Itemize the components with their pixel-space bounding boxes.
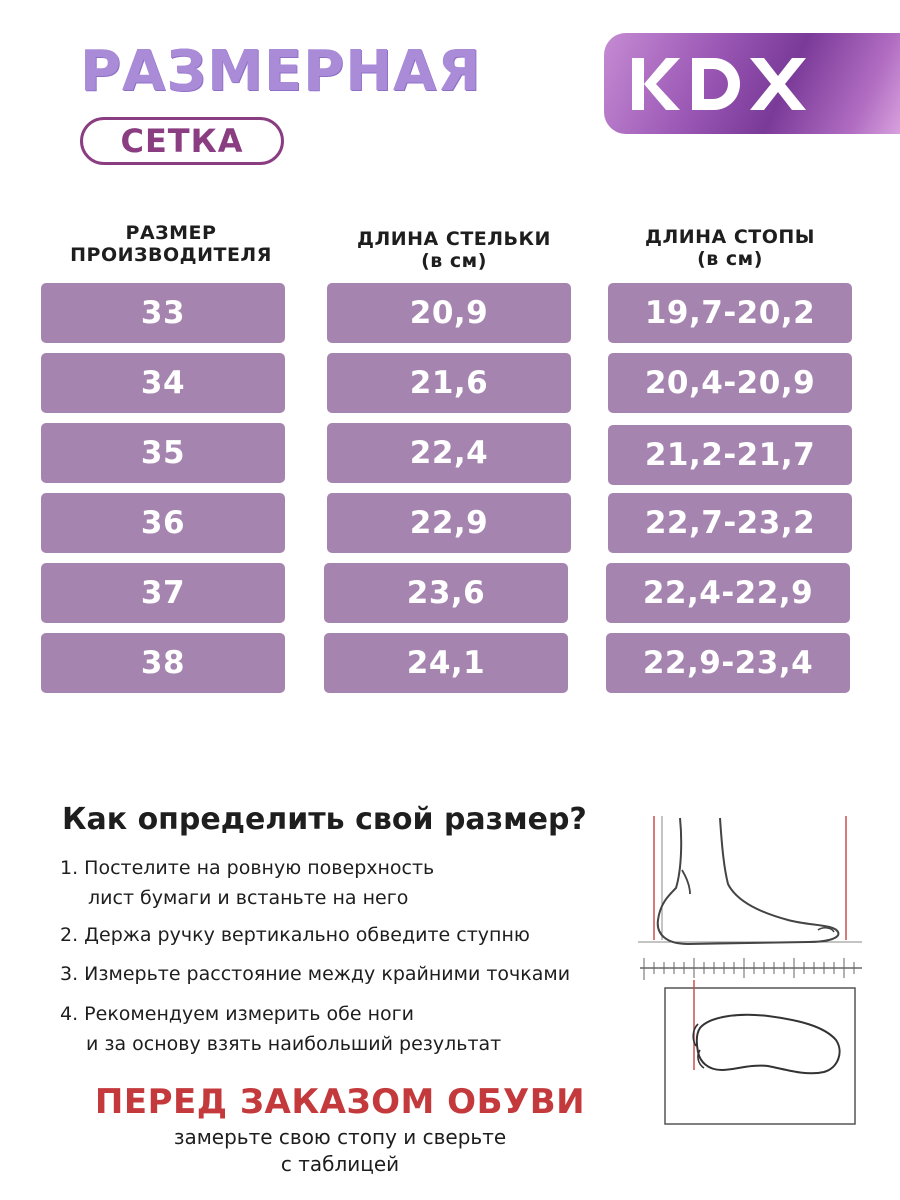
foot-length-cell: 22,7-23,2 [608,493,852,553]
insole-length-cell: 22,4 [327,423,571,483]
step-text: лист бумаги и встаньте на него [88,887,409,909]
foot-length-cell: 21,2-21,7 [608,425,852,485]
instruction-step-4 [60,999,630,1059]
instructions-title: Как определить свой размер? [62,802,587,837]
brand-logo [604,33,900,134]
step-text: 2. Держа ручку вертикально обведите ступню [60,924,530,946]
step-text: 4. Рекомендуем измерить обе ноги [60,1003,414,1025]
size-cell: 36 [41,493,285,553]
column-header-line: РАЗМЕР [125,222,217,244]
foot-length-cell: 22,4-22,9 [606,563,850,623]
kdx-logo [628,52,808,116]
page-title: РАЗМЕРНАЯ [80,39,482,104]
instruction-step-1 [60,853,630,913]
step-text: и за основу взять наибольший результат [86,1033,502,1055]
instruction-step-2 [60,920,630,950]
step-text: 3. Измерьте расстояние между крайними точками [60,963,571,985]
foot-length-cell: 22,9-23,4 [606,633,850,693]
insole-length-cell: 23,6 [324,563,568,623]
subtitle-text: СЕТКА [120,122,244,160]
note-line: с таблицей [280,1152,400,1176]
size-cell: 35 [41,423,285,483]
column-header-line: ДЛИНА СТОПЫ [645,226,815,248]
column-header-line: (в см) [697,248,763,270]
subtitle-badge [80,117,284,165]
size-cell: 38 [41,633,285,693]
column-header-foot-length [610,226,850,270]
foot-length-cell: 19,7-20,2 [608,283,852,343]
column-header-manufacturer-size [40,222,302,266]
insole-length-cell: 21,6 [327,353,571,413]
order-warning: ПЕРЕД ЗАКАЗОМ ОБУВИ [94,1082,586,1122]
column-header-insole-length [330,228,578,272]
insole-length-cell: 22,9 [327,493,571,553]
foot-measure-illustration [638,808,862,1126]
column-header-line: ПРОИЗВОДИТЕЛЯ [70,244,272,266]
size-cell: 37 [41,563,285,623]
insole-length-cell: 24,1 [324,633,568,693]
note-line: замерьте свою стопу и сверьте [173,1125,507,1149]
size-cell: 33 [41,283,285,343]
size-cell: 34 [41,353,285,413]
order-note [80,1124,600,1178]
column-header-line: ДЛИНА СТЕЛЬКИ [357,228,551,250]
column-header-line: (в см) [421,250,487,272]
instruction-step-3 [60,959,630,989]
step-text: 1. Постелите на ровную поверхность [60,857,435,879]
foot-length-cell: 20,4-20,9 [608,353,852,413]
insole-length-cell: 20,9 [327,283,571,343]
